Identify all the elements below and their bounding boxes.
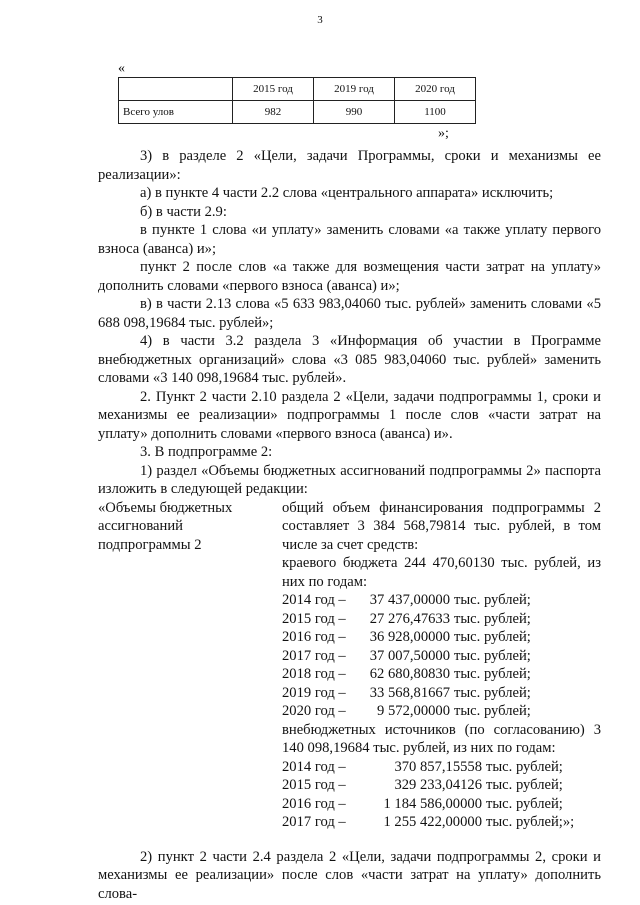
year-value: 1 184 586,00000 — [383, 795, 482, 812]
page-number: 3 — [317, 14, 323, 26]
year-label: 2014 год – — [282, 758, 346, 775]
year-row — [282, 610, 601, 629]
table-cell: Всего улов — [119, 101, 233, 124]
year-label: 2019 год – — [282, 684, 346, 701]
year-label: 2017 год – — [282, 647, 346, 664]
table-row — [119, 101, 476, 124]
extrabudgetary-sources: внебюджетных источников (по согласованию) 3 140 098,19684 тыс. рублей, из них по годам: — [282, 721, 601, 756]
paragraph: 1) раздел «Объемы бюджетных ассигнований подпрограммы 2» паспорта изложить в следующей редакции: — [98, 462, 601, 497]
year-label: 2016 год – — [282, 629, 346, 645]
year-label: 2015 год – — [282, 777, 346, 793]
year-unit: тыс. рублей; — [454, 647, 531, 664]
passport-label — [98, 499, 282, 832]
paragraph: 3. В подпрограмме 2: — [140, 444, 273, 460]
table-cell: 982 — [233, 101, 314, 124]
year-value: 36 928,00000 — [369, 629, 450, 645]
paragraph: в пункте 1 слова «и уплату» заменить словами «а также уплату первого взноса (аванса) и»; — [98, 222, 601, 257]
table-header-cell: 2015 год — [233, 78, 314, 101]
paragraph: 3) в разделе 2 «Цели, задачи Программы, сроки и механизмы ее реализации»: — [98, 148, 601, 183]
passport-label-line: ассигнований — [98, 518, 183, 534]
year-unit: тыс. рублей; — [454, 703, 531, 719]
year-label: 2015 год – — [282, 610, 346, 627]
year-row — [282, 813, 601, 832]
passport-value — [282, 499, 601, 832]
paragraph: 4) в части 3.2 раздела 3 «Информация об участии в Программе внебюджетных организаций» слова «3 085 983,04060 тыс. рублей» заменить словами «3 140 098,19684 тыс. рублей». — [98, 333, 601, 386]
year-unit: тыс. рублей; — [486, 758, 563, 775]
table-header-cell — [119, 78, 233, 101]
year-value: 33 568,81667 — [369, 684, 450, 701]
table-header-row — [119, 78, 476, 101]
year-unit: тыс. рублей; — [486, 777, 563, 793]
year-label: 2020 год – — [282, 703, 346, 719]
year-label: 2016 год – — [282, 795, 346, 812]
year-unit: тыс. рублей; — [454, 629, 531, 645]
passport-label-line: подпрограммы 2 — [98, 536, 202, 553]
year-value: 37 007,50000 — [369, 647, 450, 664]
year-value: 329 233,04126 — [394, 777, 482, 793]
spacer — [98, 832, 601, 848]
quote-open: « — [118, 61, 125, 76]
paragraph: пункт 2 после слов «а также для возмещения части затрат на уплату» дополнить словами «первого взноса (аванса) и»; — [98, 259, 601, 294]
year-label: 2014 год – — [282, 592, 346, 608]
year-row — [282, 702, 601, 721]
table-cell: 990 — [314, 101, 395, 124]
year-unit: тыс. рублей; — [454, 684, 531, 701]
table-header-cell: 2019 год — [314, 78, 395, 101]
year-unit: тыс. рублей; — [454, 610, 531, 627]
year-unit: тыс. рублей;»; — [486, 814, 575, 830]
paragraph: 2. Пункт 2 части 2.10 раздела 2 «Цели, задачи подпрограммы 1, сроки и механизмы ее реализации» подпрограммы 1 после слов «части затрат на уплату» дополнить словами «первого взноса (аванса) и». — [98, 388, 601, 442]
paragraph: в) в части 2.13 слова «5 633 983,04060 тыс. рублей» заменить словами «5 688 098,19684 тыс. рублей»; — [98, 296, 601, 331]
year-value: 370 857,15558 — [394, 758, 482, 775]
paragraph: а) в пункте 4 части 2.2 слова «центрального аппарата» исключить; — [140, 185, 554, 201]
regional-budget: краевого бюджета 244 470,60130 тыс. рублей, из них по годам: — [282, 555, 601, 590]
document-body — [98, 147, 601, 903]
year-row — [282, 628, 601, 647]
year-value: 62 680,80830 — [369, 666, 450, 682]
total-financing: общий объем финансирования подпрограммы 2 составляет 3 384 568,79814 тыс. рублей, в том числе за счет средств: — [282, 499, 601, 553]
year-row — [282, 665, 601, 684]
year-label: 2017 год – — [282, 814, 346, 830]
year-row — [282, 591, 601, 610]
catch-table — [118, 77, 476, 124]
year-value: 37 437,00000 — [369, 592, 450, 608]
quote-close: »; — [438, 126, 449, 141]
year-row — [282, 684, 601, 703]
passport-table — [98, 499, 601, 832]
paragraph: б) в части 2.9: — [140, 203, 227, 220]
year-row — [282, 795, 601, 814]
table-cell: 1100 — [395, 101, 476, 124]
year-unit: тыс. рублей; — [454, 666, 531, 682]
year-value: 27 276,47633 — [369, 610, 450, 627]
year-row — [282, 647, 601, 666]
year-unit: тыс. рублей; — [486, 795, 563, 812]
year-label: 2018 год – — [282, 666, 346, 682]
passport-label-line: «Объемы бюджетных — [98, 499, 233, 516]
year-value: 9 572,00000 — [377, 703, 450, 719]
table-header-cell: 2020 год — [395, 78, 476, 101]
year-value: 1 255 422,00000 — [383, 814, 482, 830]
year-row — [282, 776, 601, 795]
year-unit: тыс. рублей; — [454, 592, 531, 608]
paragraph: 2) пункт 2 части 2.4 раздела 2 «Цели, задачи подпрограммы 2, сроки и механизмы ее реализации» после слов «части затрат на уплату» дополнить слова- — [98, 848, 601, 902]
year-row — [282, 758, 601, 777]
